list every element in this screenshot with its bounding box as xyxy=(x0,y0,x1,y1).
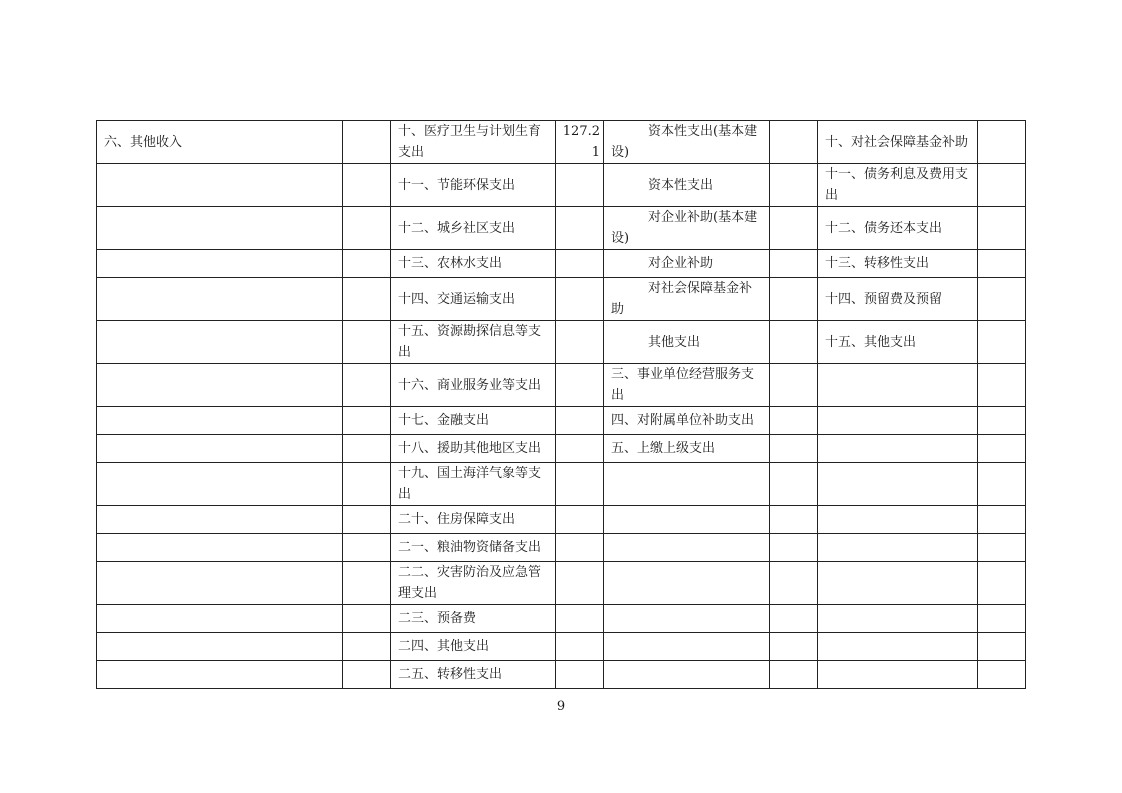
economic-expense-item-cell xyxy=(604,562,770,605)
gov-economic-amount-cell xyxy=(978,364,1026,407)
function-expense-item-cell: 十八、援助其他地区支出 xyxy=(391,435,556,463)
economic-expense-item-cell: 三、事业单位经营服务支出 xyxy=(604,364,770,407)
function-expense-amount-cell xyxy=(556,661,604,689)
function-expense-item-cell: 二五、转移性支出 xyxy=(391,661,556,689)
function-expense-amount-cell xyxy=(556,207,604,250)
revenue-item-cell xyxy=(97,562,343,605)
gov-economic-amount-cell xyxy=(978,121,1026,164)
economic-expense-amount-cell xyxy=(770,605,818,633)
economic-expense-amount-cell xyxy=(770,164,818,207)
function-expense-amount-cell xyxy=(556,562,604,605)
function-expense-amount-cell xyxy=(556,463,604,506)
table-row xyxy=(97,463,1026,506)
function-expense-amount-cell xyxy=(556,506,604,534)
table-row xyxy=(97,207,1026,250)
economic-expense-item-cell xyxy=(604,633,770,661)
gov-economic-item-cell xyxy=(818,364,978,407)
function-expense-item-cell: 二十、住房保障支出 xyxy=(391,506,556,534)
revenue-item-cell xyxy=(97,278,343,321)
function-expense-amount-cell xyxy=(556,605,604,633)
table-row xyxy=(97,164,1026,207)
gov-economic-amount-cell xyxy=(978,207,1026,250)
economic-expense-amount-cell xyxy=(770,364,818,407)
economic-expense-amount-cell xyxy=(770,506,818,534)
table-row xyxy=(97,278,1026,321)
gov-economic-item-cell: 十五、其他支出 xyxy=(818,321,978,364)
economic-expense-amount-cell xyxy=(770,207,818,250)
table-row xyxy=(97,661,1026,689)
revenue-item-cell xyxy=(97,633,343,661)
page-number: 9 xyxy=(556,699,566,714)
gov-economic-amount-cell xyxy=(978,534,1026,562)
function-expense-item-cell: 二二、灾害防治及应急管理支出 xyxy=(391,562,556,605)
function-expense-amount-cell xyxy=(556,321,604,364)
table-row xyxy=(97,321,1026,364)
function-expense-item-cell: 十、医疗卫生与计划生育支出 xyxy=(391,121,556,164)
economic-expense-item-cell xyxy=(604,605,770,633)
function-expense-item-cell: 十二、城乡社区支出 xyxy=(391,207,556,250)
gov-economic-amount-cell xyxy=(978,633,1026,661)
gov-economic-item-cell xyxy=(818,605,978,633)
budget-table xyxy=(96,120,1026,689)
economic-expense-amount-cell xyxy=(770,463,818,506)
function-expense-amount-cell xyxy=(556,407,604,435)
gov-economic-item-cell: 十四、预留费及预留 xyxy=(818,278,978,321)
revenue-amount-cell xyxy=(343,435,391,463)
gov-economic-item-cell xyxy=(818,534,978,562)
table-row xyxy=(97,364,1026,407)
table-row xyxy=(97,506,1026,534)
economic-expense-amount-cell xyxy=(770,321,818,364)
revenue-item-cell xyxy=(97,435,343,463)
gov-economic-item-cell xyxy=(818,562,978,605)
economic-expense-item-cell: 五、上缴上级支出 xyxy=(604,435,770,463)
gov-economic-item-cell xyxy=(818,506,978,534)
revenue-amount-cell xyxy=(343,278,391,321)
table-row xyxy=(97,534,1026,562)
revenue-amount-cell xyxy=(343,121,391,164)
function-expense-item-cell: 十五、资源勘探信息等支出 xyxy=(391,321,556,364)
function-expense-item-cell: 二三、预备费 xyxy=(391,605,556,633)
table-row xyxy=(97,605,1026,633)
economic-expense-amount-cell xyxy=(770,121,818,164)
gov-economic-amount-cell xyxy=(978,278,1026,321)
economic-expense-item-cell: 对社会保障基金补助 xyxy=(604,278,770,321)
table-row xyxy=(97,407,1026,435)
economic-expense-item-cell xyxy=(604,661,770,689)
function-expense-amount-cell xyxy=(556,633,604,661)
gov-economic-item-cell xyxy=(818,463,978,506)
gov-economic-amount-cell xyxy=(978,435,1026,463)
table-row xyxy=(97,250,1026,278)
revenue-amount-cell xyxy=(343,633,391,661)
revenue-amount-cell xyxy=(343,463,391,506)
revenue-amount-cell xyxy=(343,250,391,278)
revenue-item-cell xyxy=(97,605,343,633)
revenue-item-cell xyxy=(97,534,343,562)
economic-expense-amount-cell xyxy=(770,435,818,463)
gov-economic-amount-cell xyxy=(978,407,1026,435)
function-expense-item-cell: 二四、其他支出 xyxy=(391,633,556,661)
economic-expense-item-cell xyxy=(604,506,770,534)
revenue-amount-cell xyxy=(343,407,391,435)
gov-economic-item-cell xyxy=(818,435,978,463)
gov-economic-amount-cell xyxy=(978,164,1026,207)
economic-expense-amount-cell xyxy=(770,661,818,689)
economic-expense-amount-cell xyxy=(770,534,818,562)
function-expense-amount-cell xyxy=(556,435,604,463)
function-expense-item-cell: 十七、金融支出 xyxy=(391,407,556,435)
revenue-item-cell xyxy=(97,250,343,278)
gov-economic-item-cell: 十一、债务利息及费用支出 xyxy=(818,164,978,207)
function-expense-amount-cell xyxy=(556,364,604,407)
revenue-item-cell xyxy=(97,506,343,534)
revenue-amount-cell xyxy=(343,207,391,250)
economic-expense-item-cell: 对企业补助 xyxy=(604,250,770,278)
economic-expense-item-cell xyxy=(604,463,770,506)
economic-expense-item-cell: 资本性支出(基本建设) xyxy=(604,121,770,164)
gov-economic-amount-cell xyxy=(978,506,1026,534)
revenue-item-cell xyxy=(97,661,343,689)
revenue-amount-cell xyxy=(343,164,391,207)
function-expense-amount-cell xyxy=(556,164,604,207)
table-row xyxy=(97,435,1026,463)
revenue-item-cell xyxy=(97,321,343,364)
economic-expense-amount-cell xyxy=(770,250,818,278)
function-expense-item-cell: 十九、国土海洋气象等支出 xyxy=(391,463,556,506)
revenue-amount-cell xyxy=(343,364,391,407)
revenue-amount-cell xyxy=(343,506,391,534)
function-expense-item-cell: 二一、粮油物资储备支出 xyxy=(391,534,556,562)
gov-economic-amount-cell xyxy=(978,321,1026,364)
revenue-amount-cell xyxy=(343,321,391,364)
gov-economic-item-cell xyxy=(818,661,978,689)
function-expense-amount-cell: 127.21 xyxy=(556,121,604,164)
table-row xyxy=(97,121,1026,164)
economic-expense-amount-cell xyxy=(770,278,818,321)
revenue-item-cell xyxy=(97,463,343,506)
gov-economic-amount-cell xyxy=(978,250,1026,278)
function-expense-amount-cell xyxy=(556,534,604,562)
economic-expense-item-cell: 其他支出 xyxy=(604,321,770,364)
revenue-amount-cell xyxy=(343,661,391,689)
gov-economic-amount-cell xyxy=(978,463,1026,506)
revenue-amount-cell xyxy=(343,605,391,633)
gov-economic-item-cell: 十三、转移性支出 xyxy=(818,250,978,278)
function-expense-item-cell: 十一、节能环保支出 xyxy=(391,164,556,207)
revenue-amount-cell xyxy=(343,562,391,605)
function-expense-amount-cell xyxy=(556,278,604,321)
economic-expense-item-cell: 资本性支出 xyxy=(604,164,770,207)
economic-expense-item-cell: 对企业补助(基本建设) xyxy=(604,207,770,250)
function-expense-item-cell: 十三、农林水支出 xyxy=(391,250,556,278)
economic-expense-item-cell: 四、对附属单位补助支出 xyxy=(604,407,770,435)
gov-economic-item-cell: 十、对社会保障基金补助 xyxy=(818,121,978,164)
function-expense-item-cell: 十六、商业服务业等支出 xyxy=(391,364,556,407)
economic-expense-amount-cell xyxy=(770,562,818,605)
gov-economic-item-cell xyxy=(818,633,978,661)
revenue-item-cell: 六、其他收入 xyxy=(97,121,343,164)
revenue-item-cell xyxy=(97,407,343,435)
table-body xyxy=(97,121,1026,689)
gov-economic-amount-cell xyxy=(978,605,1026,633)
revenue-item-cell xyxy=(97,164,343,207)
gov-economic-item-cell: 十二、债务还本支出 xyxy=(818,207,978,250)
revenue-item-cell xyxy=(97,364,343,407)
table-row xyxy=(97,633,1026,661)
revenue-amount-cell xyxy=(343,534,391,562)
economic-expense-amount-cell xyxy=(770,633,818,661)
function-expense-item-cell: 十四、交通运输支出 xyxy=(391,278,556,321)
revenue-item-cell xyxy=(97,207,343,250)
gov-economic-amount-cell xyxy=(978,562,1026,605)
gov-economic-amount-cell xyxy=(978,661,1026,689)
table-row xyxy=(97,562,1026,605)
gov-economic-item-cell xyxy=(818,407,978,435)
economic-expense-amount-cell xyxy=(770,407,818,435)
economic-expense-item-cell xyxy=(604,534,770,562)
function-expense-amount-cell xyxy=(556,250,604,278)
